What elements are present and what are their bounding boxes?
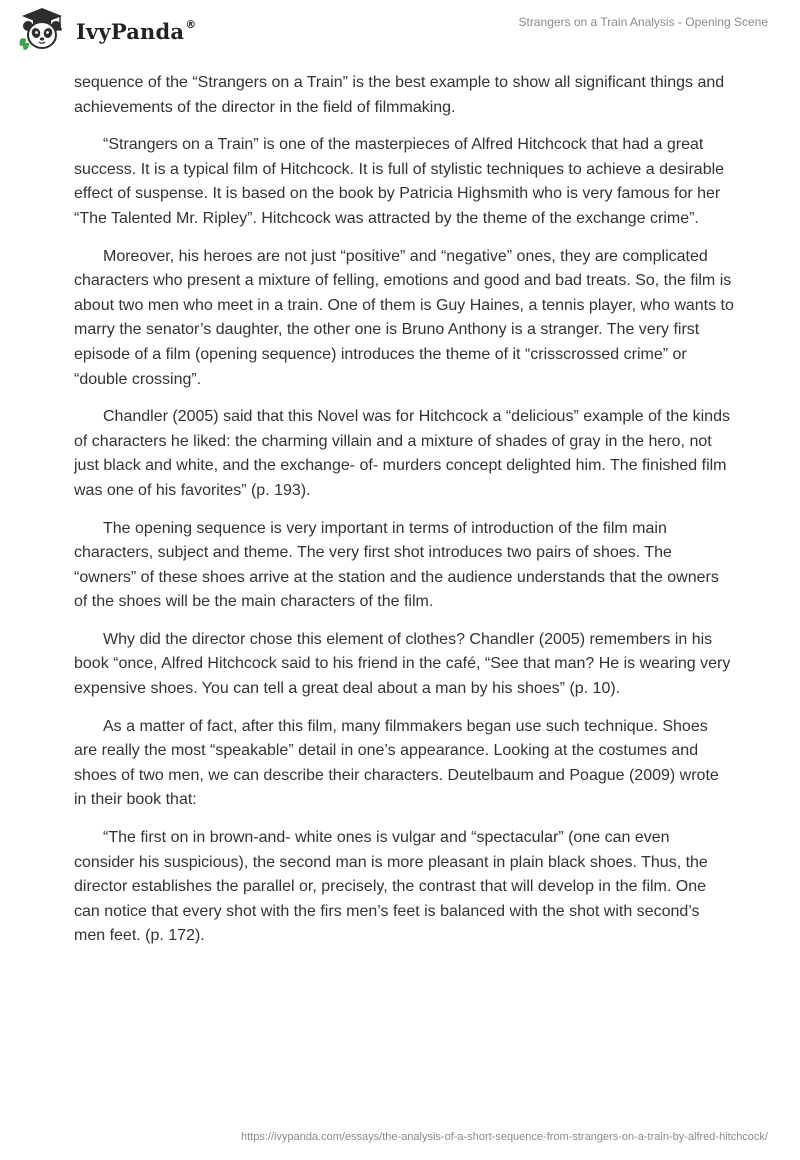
ivypanda-logo[interactable] <box>16 6 196 52</box>
paragraph-7: As a matter of fact, after this film, many filmmakers began use such technique. Shoes are really the most “speakable” detail in one’s appearance. Looking at the costumes and shoes of two men, we can describe their characters. Deutelbaum and Poague (2009) wrote in their book that: <box>74 717 719 809</box>
paragraph-4: Chandler (2005) said that this Novel was for Hitchcock a “delicious” example of the kinds of characters he liked: the charming villain and a mixture of shades of gray in the hero, not just black and white, and the exchange- of- murders concept delighted him. The finished film was one of his favorites” (p. 193). <box>74 408 730 499</box>
paragraph-1: sequence of the “Strangers on a Train” is the best example to show all significant things and achievements of the director in the field of filmmaking. <box>74 74 725 116</box>
essay-body <box>74 71 734 962</box>
document-title: Strangers on a Train Analysis - Opening Scene <box>518 15 768 29</box>
paragraph-3: Moreover, his heroes are not just “positive” and “negative” ones, they are complicated characters who present a mixture of felling, emotions and good and bad treats. So, the film is about two men who meet in a train. One of them is Guy Haines, a tennis player, who wants to marry the senator’s daughter, the other one is Bruno Anthony is a stranger. The very first episode of a film (opening sequence) introduces the theme of it “crisscrossed crime” or “double crossing”. <box>74 247 734 388</box>
quote-paragraph: “The first on in brown-and- white ones is vulgar and “spectacular” (one can even consider his suspicious), the second man is more pleasant in plain black shoes. Thus, the director establishes the parallel or, precisely, the contrast that will develop in the film. One can notice that every shot with the firs men’s feet is balanced with the shot with second’s men feet. (p. 172). <box>74 829 708 945</box>
logo-wordmark: IvyPanda® <box>76 17 197 44</box>
source-url-link[interactable]: https://ivypanda.com/essays/the-analysis-of-a-short-sequence-from-strangers-on-a-train-by-alfred-hitchcock/ <box>241 1131 768 1143</box>
paragraph-2: “Strangers on a Train” is one of the masterpieces of Alfred Hitchcock that had a great success. It is a typical film of Hitchcock. It is full of stylistic techniques to achieve a desirable effect of suspense. It is based on the book by Patricia Highsmith who is very famous for her “The Talented Mr. Ripley”. Hitchcock was attracted by the theme of the exchange crime”. <box>74 136 725 227</box>
panda-graduate-icon <box>16 6 68 52</box>
page-header <box>0 0 800 56</box>
paragraph-5: The opening sequence is very important in terms of introduction of the film main characters, subject and theme. The very first shot introduces two pairs of shoes. The “owners” of these shoes arrive at the station and the audience understands that the owners of the shoes will be the main characters of the film. <box>74 519 719 611</box>
paragraph-6: Why did the director chose this element of clothes? Chandler (2005) remembers in his book “once, Alfred Hitchcock said to his friend in the café, “See that man? He is wearing very expensive shoes. You can tell a great deal about a man by his shoes” (p. 10). <box>74 630 731 698</box>
